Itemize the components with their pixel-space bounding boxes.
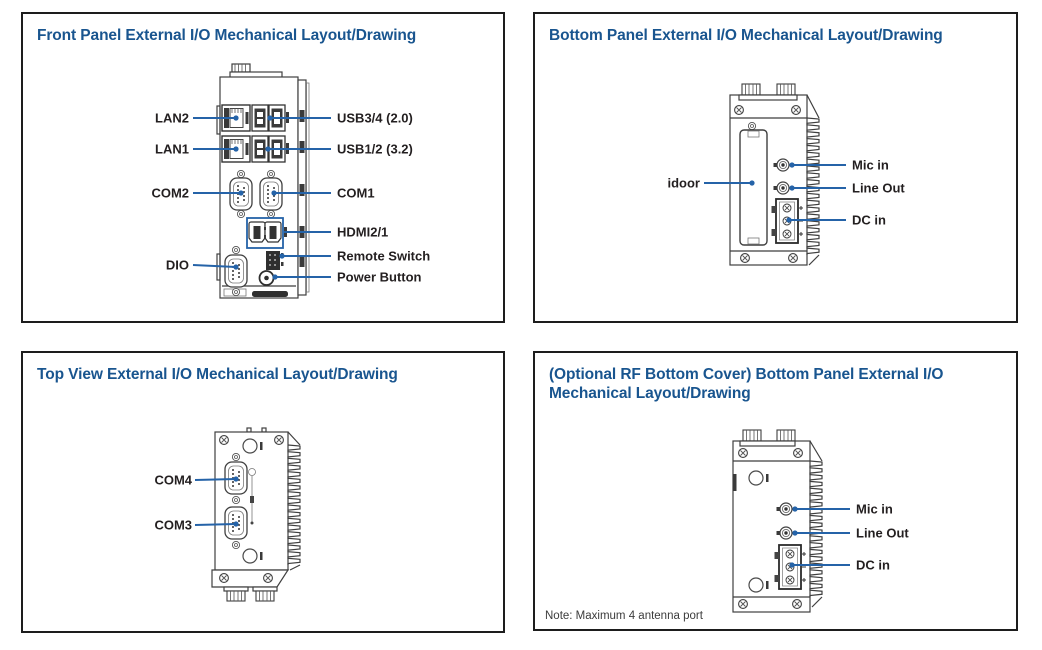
label-usb12: USB1/2 (3.2) [337,141,413,157]
top-hole-upper [243,439,257,453]
hdmi1-port [265,222,281,242]
antenna-note: Note: Maximum 4 antenna port [545,610,703,622]
label-com4: COM4 [154,472,192,488]
label-dc-in: DC in [856,557,890,573]
idoor-slot [740,130,767,245]
bottom-panel-drawing [535,14,1016,321]
label-com2: COM2 [151,185,189,201]
power-button [260,271,274,285]
panel-title-top-view: Top View External I/O Mechanical Layout/Drawing [37,366,398,383]
label-lan1: LAN1 [155,141,189,157]
panel-bottom [533,12,1018,323]
label-com1: COM1 [337,185,375,201]
label-power-button: Power Button [337,269,422,285]
label-mic-in: Mic in [856,501,893,517]
hdmi2-port [249,222,265,242]
top-hole-lower [243,549,257,563]
antenna-hole-upper [749,471,763,485]
label-lan2: LAN2 [155,110,189,126]
front-panel-drawing [23,14,503,321]
antenna-hole-lower [749,578,763,592]
usb3-port [252,105,268,131]
label-dc-in: DC in [852,212,886,228]
panel-top-view [21,351,505,633]
panel-title-bottom: Bottom Panel External I/O Mechanical Layout/Drawing [549,27,943,44]
dio-port [225,255,247,287]
label-mic-in: Mic in [852,157,889,173]
label-remote-switch: Remote Switch [337,248,431,264]
device-chassis [733,430,822,612]
label-usb34: USB3/4 (2.0) [337,110,413,126]
label-line-out: Line Out [856,525,909,541]
label-idoor: idoor [667,175,700,191]
panel-rf-bottom [533,351,1018,631]
panel-title-front: Front Panel External I/O Mechanical Layout/Drawing [37,27,417,44]
label-line-out: Line Out [852,180,905,196]
label-com3: COM3 [154,517,192,533]
label-dio: DIO [165,257,189,273]
label-hdmi: HDMI2/1 [337,224,389,240]
panel-front [21,12,505,323]
dc-in-terminal [775,545,807,589]
panel-title-rf-bottom: (Optional RF Bottom Cover) Bottom Panel External I/O Mechanical Layout/Drawing [549,366,944,403]
top-view-drawing [23,353,503,631]
rf-bottom-panel-drawing [535,353,1016,629]
